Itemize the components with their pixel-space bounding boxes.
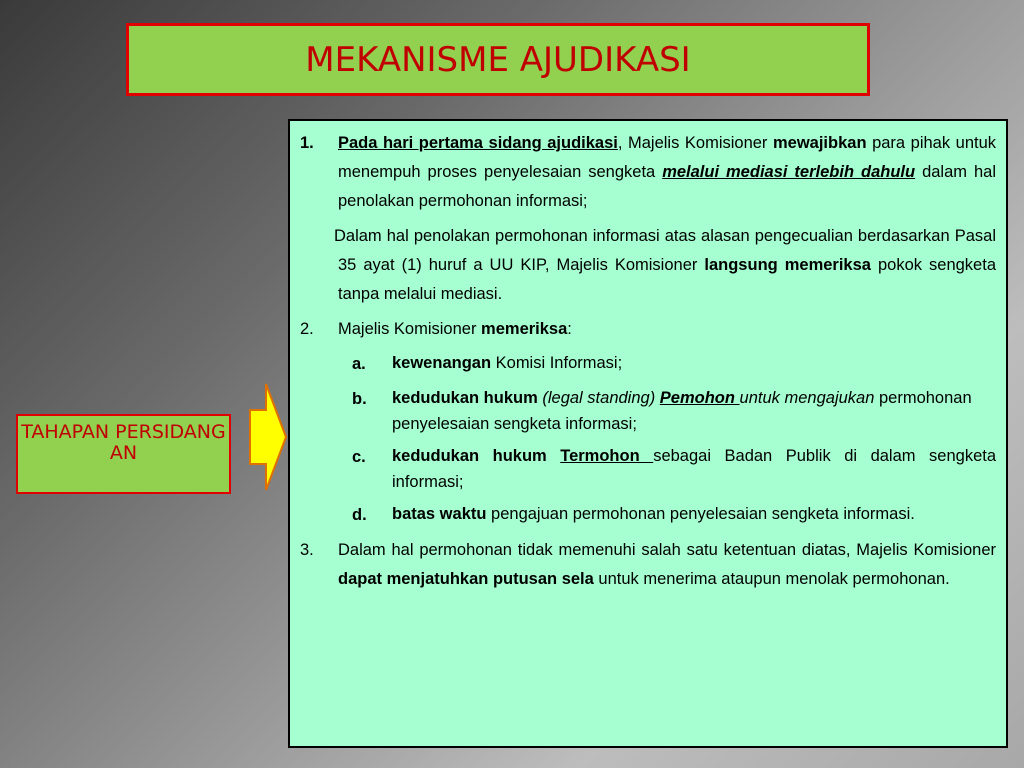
content-box <box>288 119 1008 748</box>
right-arrow-icon <box>248 382 288 492</box>
sub-item-c: c. kedudukan hukum Termohon sebagai Badan Publik di dalam sengketa informasi; <box>352 447 997 491</box>
list-item-1: 1. Pada hari pertama sidang ajudikasi, Majelis Komisioner mewajibkan para pihak untuk menempuh proses penyelesaian sengketa melalui mediasi terlebih dahulu dalam hal penolakan permohonan informasi; <box>300 129 996 216</box>
list-paragraph: Dalam hal penolakan permohonan informasi atas alasan pengecualian berdasarkan Pasal 35 ayat (1) huruf a UU KIP, Majelis Komisioner langsung memeriksa pokok sengketa tanpa melalui mediasi. <box>334 227 996 303</box>
list-item-3: 3. Dalam hal permohonan tidak memenuhi salah satu ketentuan diatas, Majelis Komisioner dapat menjatuhkan putusan sela untuk menerima ataupun menolak permohonan. <box>300 541 996 588</box>
sub-item-d: d. batas waktu pengajuan permohonan penyelesaian sengketa informasi. <box>352 505 915 524</box>
title-box <box>126 23 870 96</box>
sub-item-b: b. kedudukan hukum (legal standing) Pemohon untuk mengajukan permohonan penyelesaian sengketa informasi; <box>352 389 972 433</box>
side-label: TAHAPAN PERSIDANGAN <box>21 421 226 464</box>
sub-item-a: a. kewenangan Komisi Informasi; <box>352 354 623 373</box>
slide-title: MEKANISME AJUDIKASI <box>305 39 691 80</box>
side-label-box <box>16 414 231 494</box>
item-number: 1. <box>300 134 314 152</box>
text-bold-underline: Pada hari pertama sidang ajudikasi <box>338 134 618 152</box>
list-item-2: 2. Majelis Komisioner memeriksa: <box>300 320 572 338</box>
